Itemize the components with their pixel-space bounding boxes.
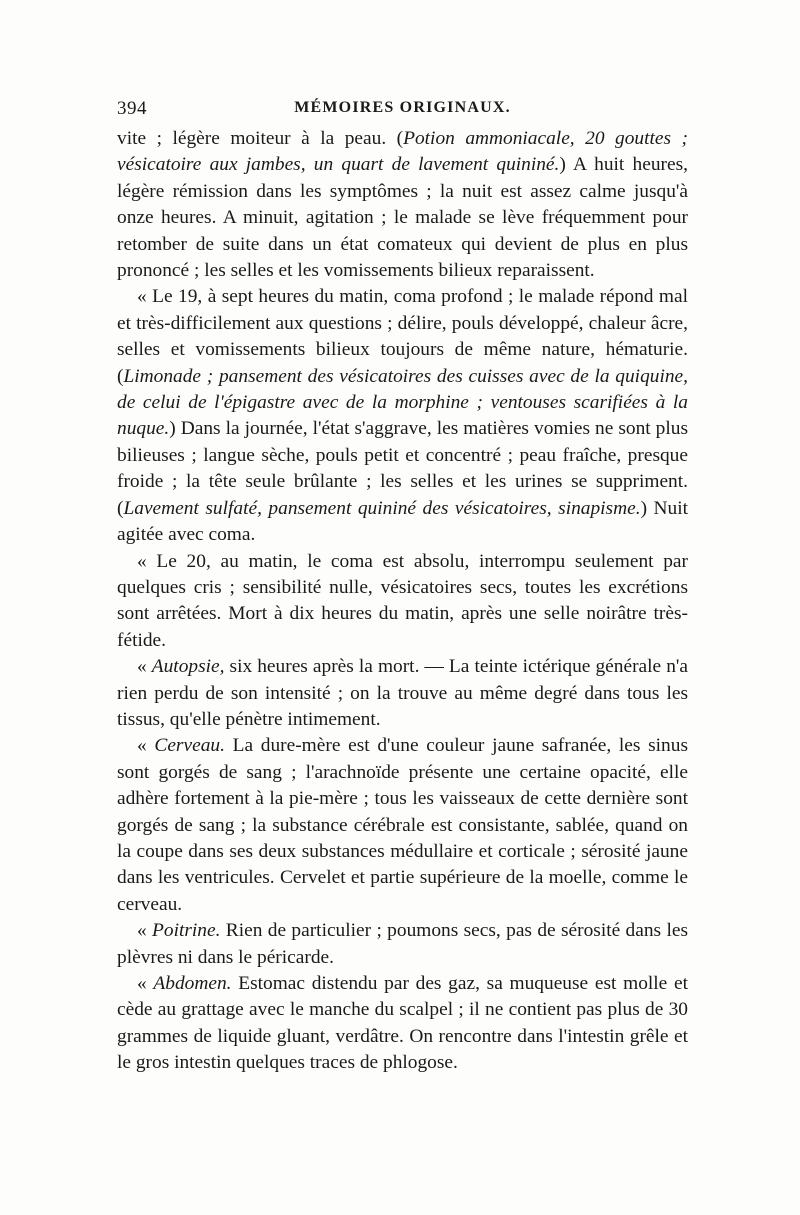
paragraph-day-20 xyxy=(117,549,688,655)
text-run: La dure-mère est d'une couleur jaune safranée, les sinus sont gorgés de sang ; l'arachnoïde présente une certaine opacité, elle adhère fortement à la pie-mère ; tous les vaisseaux de cette dernière sont gorgés de sang ; la substance cérébrale est consistante, sablée, quand on la coupe dans ses deux substances médullaire et corticale ; sérosité jaune dans les ventricules. Cervelet et partie supérieure de la moelle, comme le cerveau. xyxy=(117,735,688,915)
text-run: « xyxy=(137,973,154,994)
paragraph-continuation xyxy=(117,126,688,284)
paragraph-autopsie xyxy=(117,654,688,733)
section-heading-abdomen: Abdomen. xyxy=(153,973,232,994)
text-run: ) A huit heures, légère rémission dans les symptômes ; la nuit est assez calme jusqu'à onze heures. A minuit, agitation ; le malade se lève fréquemment pour retomber de suite dans un état comateux qui devient de plus en plus prononcé ; les selles et les vomissements bilieux reparaissent. xyxy=(117,154,688,282)
italic-prescription: Lavement sulfaté, pansement quininé des vésicatoires, sinapisme. xyxy=(123,497,641,519)
italic-prescription: Limonade ; pansement des vésicatoires des cuisses avec de la quiquine, de celui de l'épigastre avec de la morphine ; ventouses scarifiées à la nuque. xyxy=(117,365,688,440)
text-run: Rien de particulier ; poumons secs, pas de sérosité dans les plèvres ni dans le péricarde. xyxy=(117,920,688,968)
running-head xyxy=(117,98,688,124)
section-heading-cerveau: Cerveau. xyxy=(154,735,225,757)
text-run: « xyxy=(137,735,155,757)
text-run: « Le 19, à sept heures du matin, coma profond ; le malade répond mal et très-difficilement aux questions ; délire, pouls développé, chaleur âcre, selles et vomissements bilieux toujours de même nature, hématurie. ( xyxy=(117,286,688,387)
text-run: « xyxy=(137,920,153,942)
text-run: six heures après la mort. — La teinte ictérique générale n'a rien perdu de son intensité ; on la trouve au même degré dans tous les tissus, qu'elle pénètre intimement. xyxy=(117,656,688,730)
text-run: ) Dans la journée, l'état s'aggrave, les matières vomies ne sont plus bilieuses ; langue sèche, pouls petit et concentré ; peau fraîche, presque froide ; la tête seule brûlante ; les selles et les urines se suppriment. ( xyxy=(117,418,688,519)
page-number: 394 xyxy=(117,98,147,119)
section-heading-poitrine: Poitrine. xyxy=(152,920,221,942)
paragraph-abdomen xyxy=(117,971,688,1077)
paragraph-poitrine xyxy=(117,918,688,971)
text-run: « xyxy=(137,656,152,678)
text-run: Estomac distendu par des gaz, sa muqueuse est molle et cède au grattage avec le manche du scalpel ; il ne contient pas plus de 30 grammes de liquide gluant, verdâtre. On rencontre dans l'intestin grêle et le gros intestin quelques traces de phlogose. xyxy=(117,973,688,1074)
section-heading-autopsie: Autopsie, xyxy=(151,656,225,678)
paragraph-day-19 xyxy=(117,284,688,548)
text-run: ) Nuit agitée avec coma. xyxy=(117,497,689,546)
text-run: vite ; légère moiteur à la peau. ( xyxy=(117,128,404,149)
body-text xyxy=(117,126,688,1077)
italic-prescription: Potion ammoniacale, 20 gouttes ; vésicatoire aux jambes, un quart de lavement quininé. xyxy=(117,128,688,176)
running-title: MÉMOIRES ORIGINAUX. xyxy=(294,99,511,116)
text-run: « Le 20, au matin, le coma est absolu, interrompu seulement par quelques cris ; sensibilité nulle, vésicatoires secs, toutes les excrétions sont arrêtées. Mort à dix heures du matin, après une selle noirâtre très-fétide. xyxy=(117,550,688,651)
paragraph-cerveau xyxy=(117,733,688,918)
